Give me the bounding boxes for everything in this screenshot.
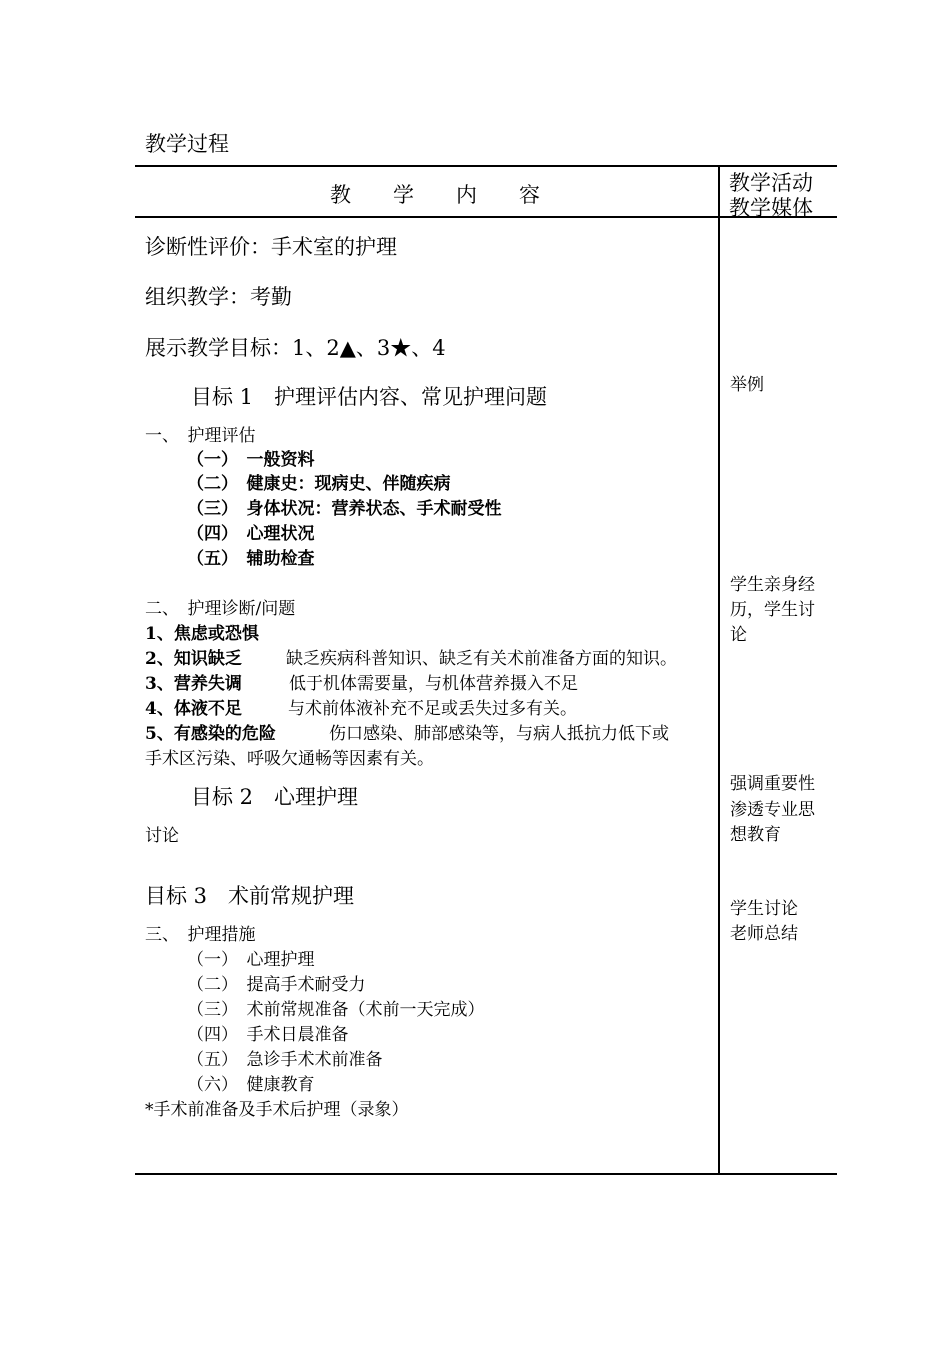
- side-discussion-line: 学生讨论: [730, 899, 798, 919]
- diagnostic-eval: 诊断性评价：手术室的护理: [145, 235, 397, 259]
- header-side-media: 教学媒体: [729, 196, 813, 220]
- assessment-item: （四） 心理状况: [187, 524, 315, 544]
- diagnosis-label: 3、营养失调: [145, 674, 242, 694]
- diagnosis-text: 伤口感染、肺部感染等，与病人抵抗力低下或: [329, 724, 669, 744]
- measures-heading: 三、 护理措施: [145, 925, 256, 945]
- header-content: 教 学 内 容: [330, 183, 540, 207]
- diagnosis-item: [145, 644, 242, 669]
- side-emphasis-line: 渗透专业思: [730, 800, 815, 820]
- diagnosis-item: [145, 619, 259, 644]
- assessment-item: （三） 身体状况：营养状态、手术耐受性: [187, 499, 502, 519]
- diagnosis-text: 缺乏疾病科普知识、缺乏有关术前准备方面的知识。: [286, 649, 677, 669]
- goal2-title: 目标 2 心理护理: [191, 785, 359, 809]
- assessment-item: （五） 辅助检查: [187, 549, 315, 569]
- discussion: 讨论: [145, 826, 179, 846]
- diagnosis-label: 2、知识缺乏: [145, 649, 242, 669]
- side-emphasis-line: 想教育: [730, 825, 781, 845]
- measures-item: （五） 急诊手术术前准备: [187, 1050, 383, 1070]
- section-title: 教学过程: [145, 132, 229, 156]
- side-discussion-line: 老师总结: [730, 924, 798, 944]
- measures-item: （三） 术前常规准备（术前一天完成）: [187, 1000, 485, 1020]
- header-side-activity: 教学活动: [729, 171, 813, 195]
- diagnosis-text: 与术前体液补充不足或丢失过多有关。: [288, 699, 577, 719]
- diagnosis-item: [145, 669, 242, 694]
- diagnosis-text: 低于机体需要量，与机体营养摄入不足: [289, 674, 578, 694]
- diagnosis-continuation: 手术区污染、呼吸欠通畅等因素有关。: [145, 749, 434, 769]
- organize-teaching: 组织教学：考勤: [145, 285, 292, 309]
- measures-item: （二） 提高手术耐受力: [187, 975, 366, 995]
- side-experience-line: 学生亲身经: [730, 575, 815, 595]
- diagnosis-item: [145, 719, 276, 744]
- diagnosis-heading: 二、 护理诊断/问题: [145, 599, 296, 619]
- measures-item: （六） 健康教育: [187, 1075, 315, 1095]
- measures-item: （一） 心理护理: [187, 950, 315, 970]
- note-line: *手术前准备及手术后护理（录象）: [145, 1100, 409, 1120]
- side-example: 举例: [730, 375, 764, 395]
- assessment-item: （一） 一般资料: [187, 450, 315, 470]
- diagnosis-label: 5、有感染的危险: [145, 724, 276, 744]
- diagnosis-label: 4、体液不足: [145, 699, 242, 719]
- show-goals: 展示教学目标：1、2▲、3★、4: [145, 336, 446, 360]
- table-column-divider: [718, 165, 720, 1175]
- goal1-title: 目标 1 护理评估内容、常见护理问题: [191, 385, 548, 409]
- side-experience-line: 论: [730, 625, 747, 645]
- measures-item: （四） 手术日晨准备: [187, 1025, 349, 1045]
- side-experience-line: 历，学生讨: [730, 600, 815, 620]
- goal3-title: 目标 3 术前常规护理: [145, 884, 355, 908]
- side-emphasis-line: 强调重要性: [730, 774, 815, 794]
- assessment-item: （二） 健康史：现病史、伴随疾病: [187, 474, 451, 494]
- assessment-heading: 一、 护理评估: [145, 426, 256, 446]
- diagnosis-item: [145, 694, 242, 719]
- table-bottom-border: [135, 1173, 837, 1175]
- diagnosis-label: 1、焦虑或恐惧: [145, 624, 259, 644]
